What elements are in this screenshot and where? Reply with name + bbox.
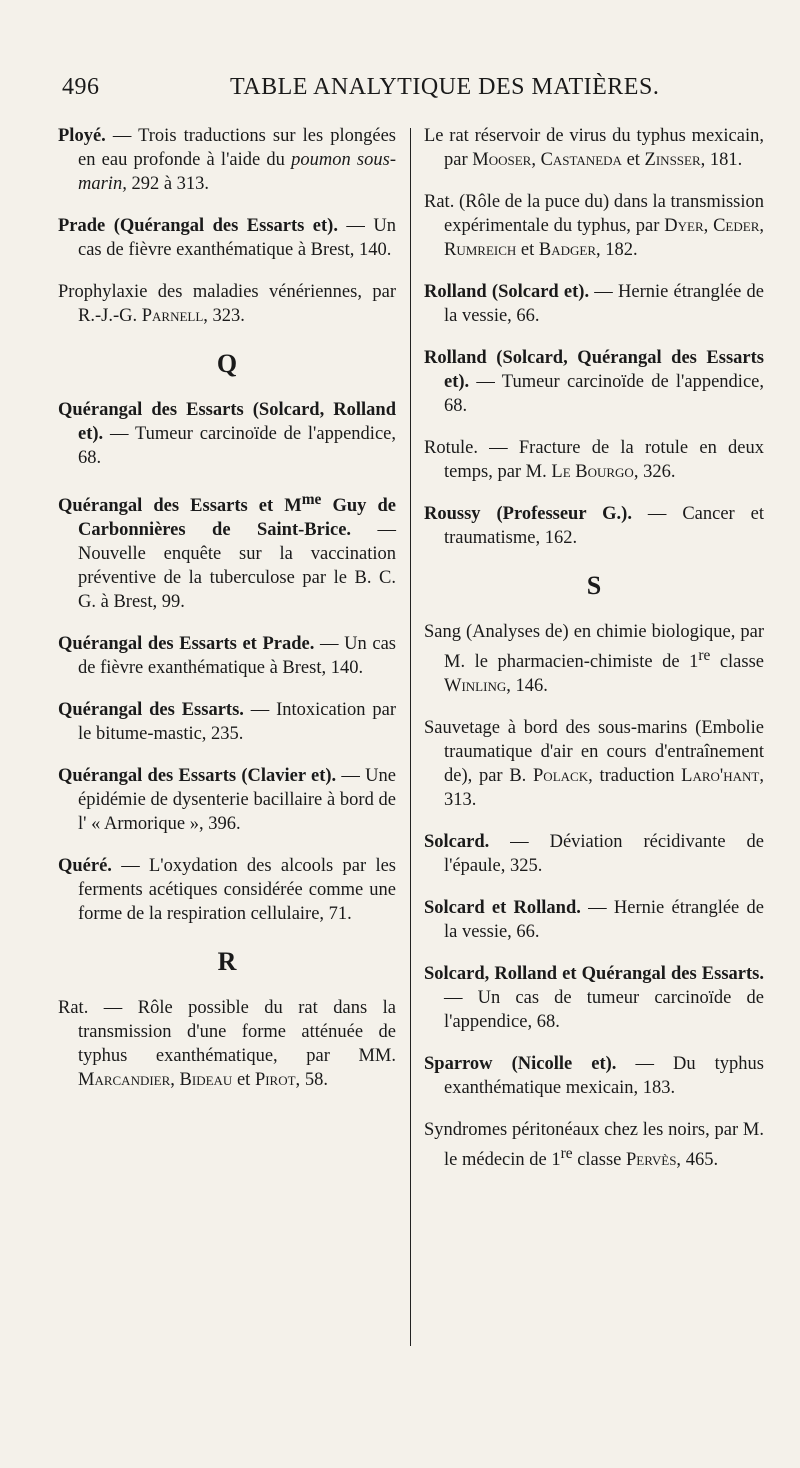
- index-entry: Syndromes péritonéaux chez les noirs, par M. le médecin de 1re classe Pervès, 465.: [424, 1120, 764, 1171]
- index-entry: Rat. — Rôle possible du rat dans la transmission d'une forme atténuée de typhus exanthématique, par MM. Marcandier, Bideau et Pirot, 58.: [58, 998, 396, 1091]
- column-divider: [410, 128, 411, 1346]
- index-entry: Prophylaxie des maladies vénériennes, par R.-J.-G. Parnell, 323.: [58, 282, 396, 326]
- index-entry: Rolland (Solcard et). — Hernie étranglée de la vessie, 66.: [424, 282, 764, 326]
- index-entry: Quéré. — L'oxydation des alcools par les ferments acétiques considérée comme une forme de la respiration cellulaire, 71.: [58, 856, 396, 925]
- index-entry: Solcard. — Déviation récidivante de l'épaule, 325.: [424, 832, 764, 877]
- index-entry: Roussy (Professeur G.). — Cancer et traumatisme, 162.: [424, 504, 764, 548]
- index-entry: Sang (Analyses de) en chimie biologique, par M. le pharmacien-chimiste de 1re classe Winling, 146.: [424, 622, 764, 697]
- index-entry: Le rat réservoir de virus du typhus mexicain, par Mooser, Castaneda et Zinsser, 181.: [424, 126, 764, 170]
- index-entry: Solcard et Rolland. — Hernie étranglée de la vessie, 66.: [424, 898, 764, 943]
- index-entry: Quérangal des Essarts et Prade. — Un cas de fièvre exanthématique à Brest, 140.: [58, 634, 396, 679]
- index-entry: Sparrow (Nicolle et). — Du typhus exanthématique mexicain, 183.: [424, 1054, 765, 1099]
- index-entry: Rolland (Solcard, Quérangal des Essarts et). — Tumeur carcinoïde de l'appendice, 68.: [424, 348, 764, 416]
- page-title: TABLE ANALYTIQUE DES MATIÈRES.: [230, 74, 660, 100]
- index-entry: Rotule. — Fracture de la rotule en deux temps, par M. Le Bourgo, 326.: [424, 438, 764, 482]
- index-entry: Quérangal des Essarts. — Intoxication par le bitume-mastic, 235.: [58, 700, 396, 745]
- index-entry: Ployé. — Trois traductions sur les plongées en eau profonde à l'aide du poumon sous-marin, 292 à 313.: [58, 126, 396, 194]
- index-entry: Quérangal des Essarts (Solcard, Rolland et). — Tumeur carcinoïde de l'appendice, 68.: [58, 400, 396, 468]
- left-column: [58, 124, 396, 1110]
- right-column: [424, 124, 764, 1190]
- index-entry: Solcard, Rolland et Quérangal des Essarts. — Un cas de tumeur carcinoïde de l'appendice, 68.: [424, 964, 764, 1033]
- section-letter: S: [586, 571, 602, 600]
- index-entry: Quérangal des Essarts (Clavier et). — Une épidémie de dysenterie bacillaire à bord de l' « Armorique », 396.: [58, 766, 396, 835]
- section-letter: Q: [216, 349, 238, 378]
- index-entry: Rat. (Rôle de la puce du) dans la transmission expérimentale du typhus, par Dyer, Ceder, Rumreich et Badger, 182.: [424, 192, 764, 260]
- index-entry: Prade (Quérangal des Essarts et). — Un cas de fièvre exanthématique à Brest, 140.: [58, 216, 396, 260]
- index-entry: Quérangal des Essarts et $M^{me}$ Guy de Carbonnières de Saint-Brice. — Nouvelle enquête sur la vaccination préventive de la tuberculose par le B. C. G. à Brest, 99.: [58, 491, 396, 613]
- section-letter: R: [217, 947, 237, 977]
- page-number: 496: [62, 74, 100, 100]
- index-entry: Sauvetage à bord des sous-marins (Embolie traumatique d'air en cours d'entraînement de), par B. Polack, traduction Laro'hant, 313.: [424, 718, 764, 811]
